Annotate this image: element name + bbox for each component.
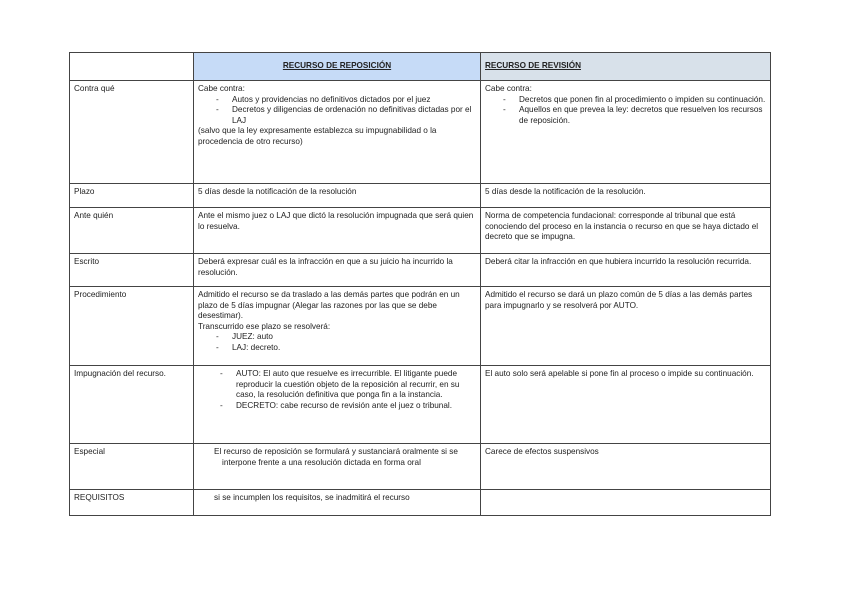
header-revision [481,53,771,81]
table-row-requisitos [70,490,771,516]
table-row-especial [70,444,771,490]
cell-requisitos-reposicion [194,490,481,516]
contra-revision-intro: Cabe contra: [485,84,532,93]
row-label-escrito: Escrito [70,254,194,287]
procedimiento-reposicion-list [198,332,476,353]
impugnacion-reposicion-list [198,369,476,411]
procedimiento-reposicion-line2: Transcurrido ese plazo se resolverá: [198,321,331,331]
cell-contra-reposicion [194,81,481,184]
list-item: - JUEZ: auto [232,332,476,343]
cell-especial-reposicion [194,444,481,490]
contra-reposicion-intro: Cabe contra: [198,84,245,93]
table-row-impugnacion [70,366,771,444]
contra-reposicion-list [198,95,476,127]
especial-reposicion-text: El recurso de reposición se formulará y sustanciará oralmente si se interpone frente a una resolución dictada en forma oral [214,447,458,467]
table-row-escrito [70,254,771,287]
cell-especial-revision: Carece de efectos suspensivos [481,444,771,490]
row-label-procedimiento: Procedimiento [70,287,194,366]
row-label-requisitos: REQUISITOS [70,490,194,516]
table-header-row [70,53,771,81]
row-label-ante: Ante quién [70,208,194,254]
row-label-plazo: Plazo [70,184,194,208]
table-row-plazo [70,184,771,208]
list-item: - Autos y providencias no definitivos dictados por el juez [232,95,476,106]
cell-plazo-reposicion: 5 días desde la notificación de la resolución [194,184,481,208]
list-item: - Decretos que ponen fin al procedimiento o impiden su continuación. [519,95,766,106]
table-row-contra [70,81,771,184]
list-item: - LAJ: decreto. [232,343,476,354]
cell-ante-reposicion: Ante el mismo juez o LAJ que dictó la resolución impugnada que será quien lo resuelva. [194,208,481,254]
list-item: - AUTO: El auto que resuelve es irrecurrible. El litigante puede reproducir la cuestión objeto de la reposición al recurrir, en su caso, la resolución definitiva que ponga fin a la instancia. [236,369,476,401]
header-reposicion-text: RECURSO DE REPOSICIÓN [282,60,392,70]
contra-reposicion-note: (salvo que la ley expresamente establezca su impugnabilidad o la procedencia de otro recurso) [198,126,437,146]
row-label-especial: Especial [70,444,194,490]
header-empty-cell [70,53,194,81]
cell-procedimiento-revision: Admitido el recurso se dará un plazo común de 5 días a las demás partes para impugnarlo y se resolverá por AUTO. [481,287,771,366]
cell-impugnacion-reposicion [194,366,481,444]
cell-impugnacion-revision: El auto solo será apelable si pone fin al proceso o impide su continuación. [481,366,771,444]
list-item: - DECRETO: cabe recurso de revisión ante el juez o tribunal. [236,401,476,412]
row-label-impugnacion: Impugnación del recurso. [70,366,194,444]
cell-contra-revision [481,81,771,184]
table-row-ante [70,208,771,254]
cell-escrito-revision: Deberá citar la infracción en que hubiera incurrido la resolución recurrida. [481,254,771,287]
comparison-table [69,52,771,516]
list-item: - Decretos y diligencias de ordenación no definitivas dictadas por el LAJ [232,105,476,126]
header-reposicion [194,53,481,81]
table-row-procedimiento [70,287,771,366]
cell-escrito-reposicion: Deberá expresar cuál es la infracción en que a su juicio ha incurrido la resolución. [194,254,481,287]
cell-ante-revision: Norma de competencia fundacional: corresponde al tribunal que está conociendo del proceso en la instancia o recurso en que se haya dictado el decreto que se impugna. [481,208,771,254]
procedimiento-reposicion-text: Admitido el recurso se da traslado a las demás partes que podrán en un plazo de 5 días impugnar (Alegar las razones por las que se debe desestimar). [198,290,460,321]
header-revision-text: RECURSO DE REVISIÓN [485,60,581,70]
requisitos-reposicion-text: si se incumplen los requisitos, se inadmitirá el recurso [214,493,410,502]
cell-requisitos-revision [481,490,771,516]
list-item: - Aquellos en que prevea la ley: decretos que resuelven los recursos de reposición. [519,105,766,126]
cell-procedimiento-reposicion [194,287,481,366]
row-label-contra: Contra qué [70,81,194,184]
contra-revision-list [485,95,766,127]
cell-plazo-revision: 5 días desde la notificación de la resolución. [481,184,771,208]
